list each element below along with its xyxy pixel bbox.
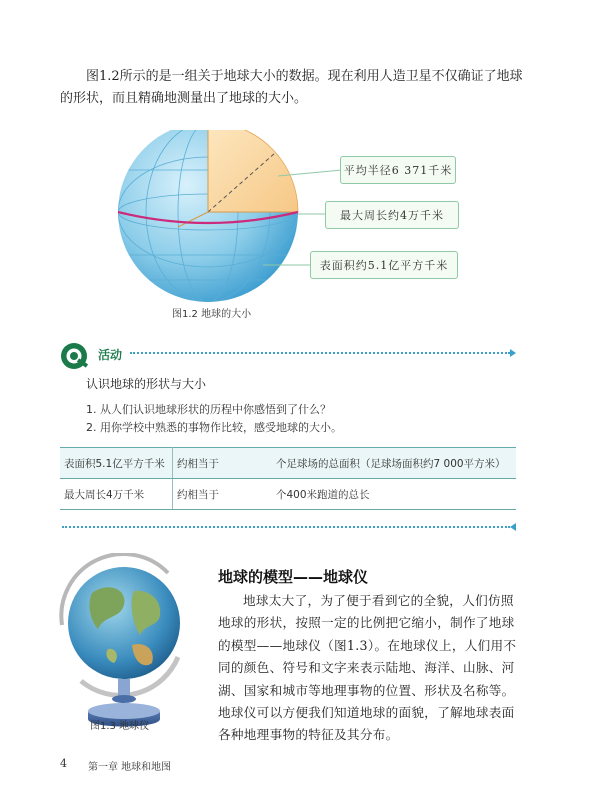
table-row bbox=[60, 448, 516, 479]
intro-paragraph: 图1.2所示的是一组关于地球大小的数据。现在利用人造卫星不仅确证了地球的形状，而且精确地测量出了地球的大小。 bbox=[60, 69, 523, 106]
table-row bbox=[60, 479, 516, 510]
chapter-title: 第一章 地球和地图 bbox=[88, 762, 172, 773]
callout-radius: 平均半径6 371千米 bbox=[340, 156, 456, 184]
activity-icon bbox=[60, 342, 90, 370]
activity-question-1: 1. 从人们认识地球形状的历程中你感悟到了什么？ bbox=[86, 403, 331, 416]
activity-top-divider bbox=[130, 352, 510, 354]
activity-question-2: 2. 用你学校中熟悉的事物作比较，感受地球的大小。 bbox=[86, 421, 342, 434]
globe-figure bbox=[48, 553, 198, 743]
table-cell: 最大周长4万千米 bbox=[60, 479, 173, 510]
globe-ball bbox=[68, 567, 180, 679]
table-cell: 约相当于 bbox=[173, 479, 273, 510]
figure1-caption: 图1.2 地球的大小 bbox=[172, 309, 252, 320]
activity-label: 活动 bbox=[98, 348, 123, 362]
section-body: 地球太大了，为了便于看到它的全貌，人们仿照地球的形状，按照一定的比例把它缩小，制作了地球的模型——地球仪（图1.3）。在地球仪上，人们用不同的颜色、符号和文字来表示陆地、海洋、山脉、河湖、国家和城市等地理事物的位置、形状及名称等。地球仪可以方便我们知道地球的面貌，了解地球表面各种地理事物的特征及其分布。 bbox=[218, 593, 517, 743]
activity-title: 认识地球的形状与大小 bbox=[86, 377, 207, 391]
table-cell: 表面积5.1亿平方千米 bbox=[60, 448, 173, 479]
table-cell: 个足球场的总面积（足球场面积约7 000平方米） bbox=[272, 448, 516, 479]
page-number: 4 bbox=[60, 757, 67, 770]
activity-bottom-divider bbox=[62, 526, 510, 528]
callout-circumference: 最大周长约4万千米 bbox=[325, 201, 459, 229]
arrow-left-icon bbox=[510, 523, 516, 531]
arrow-right-icon bbox=[510, 349, 516, 357]
figure2-caption: 图1.3 地球仪 bbox=[90, 721, 150, 732]
callout-surface-area: 表面积约5.1亿平方千米 bbox=[310, 251, 458, 279]
table-cell: 约相当于 bbox=[173, 448, 273, 479]
section-title: 地球的模型——地球仪 bbox=[218, 568, 369, 586]
comparison-table bbox=[60, 447, 516, 510]
leader-lines bbox=[0, 0, 600, 320]
table-cell: 个400米跑道的总长 bbox=[272, 479, 516, 510]
